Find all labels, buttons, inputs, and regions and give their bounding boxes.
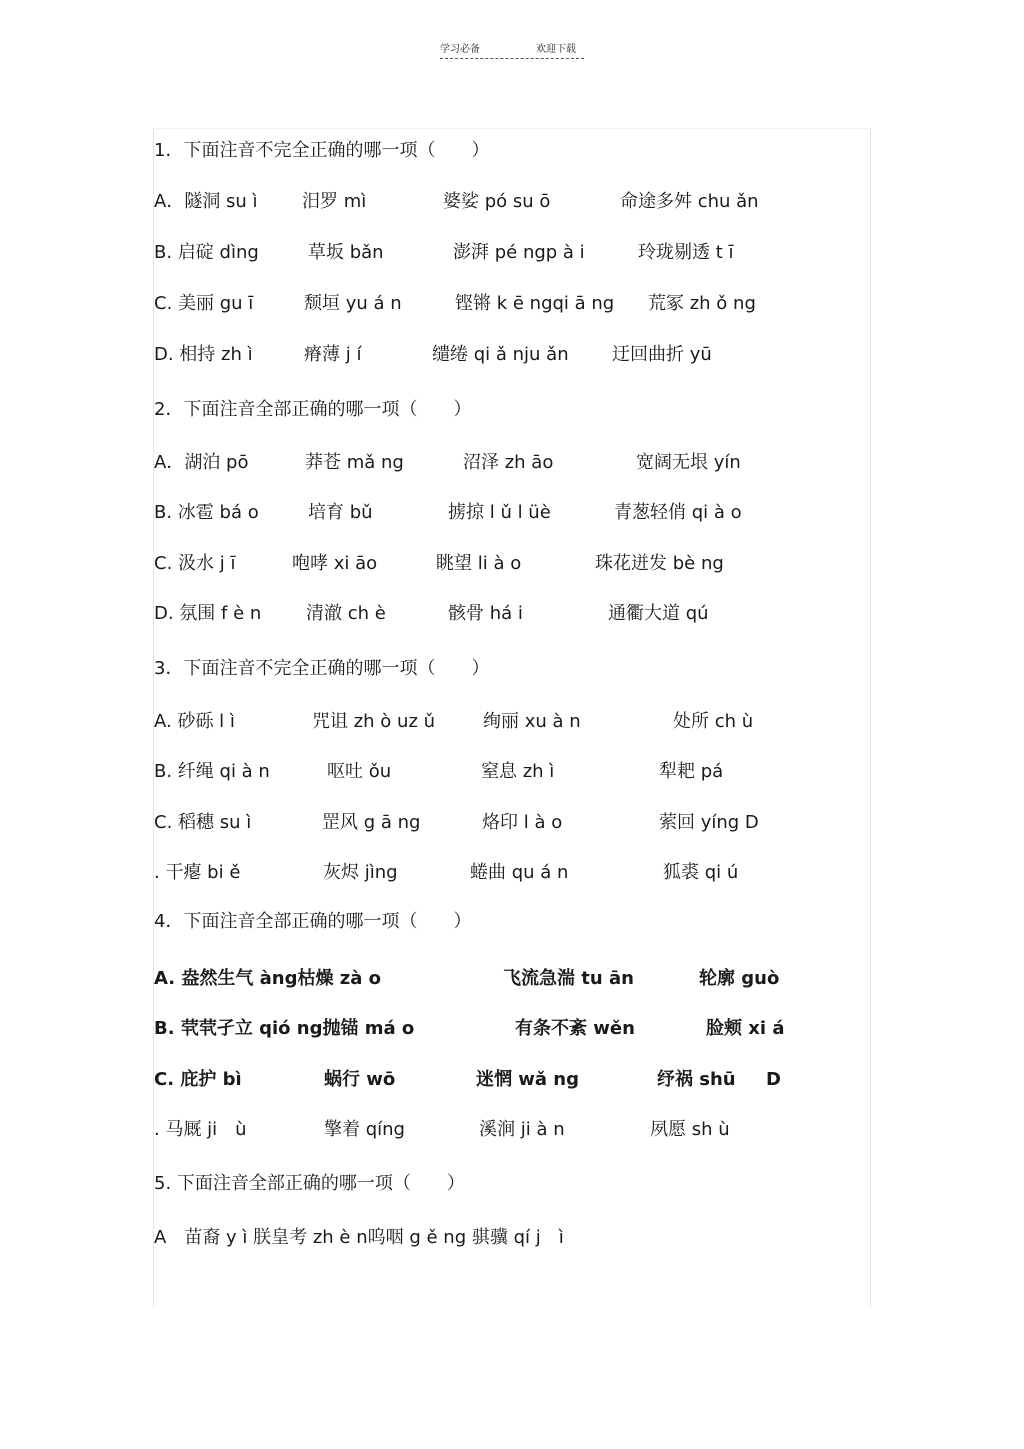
option-item-text: 萦回 yíng D xyxy=(659,812,759,833)
option-item-text: 缱绻 qi ǎ nju ǎn xyxy=(432,344,569,365)
option-item-text: 飞流急湍 tu ān xyxy=(503,968,634,989)
option-item-text: 轮廓 guò xyxy=(699,968,780,989)
line-lead-text: A. 盎然生气 àng枯燥 zà o xyxy=(154,968,382,989)
option-item-text: 草坂 bǎn xyxy=(308,242,384,263)
option-item-text: 处所 ch ù xyxy=(673,711,754,732)
option-item-text: 玲珑剔透 t ī xyxy=(638,242,734,263)
option-item-text: 窒息 zh ì xyxy=(481,761,555,782)
option-item-text: 铿锵 k ē ngqi ā ng xyxy=(455,293,615,314)
option-item-text: 青葱轻俏 qi à o xyxy=(614,502,742,523)
text-line xyxy=(154,500,868,526)
text-line xyxy=(154,1171,868,1197)
option-item-text: 培育 bǔ xyxy=(308,502,373,523)
option-item-text: 命途多舛 chu ǎn xyxy=(620,191,759,212)
option-item-text: 沼泽 zh āo xyxy=(463,452,554,473)
line-lead-text: B. 冰雹 bá o xyxy=(154,502,259,523)
header-left-text: 学习必备 xyxy=(440,44,480,55)
option-item-text: 蜗行 wō xyxy=(324,1069,396,1090)
option-item-text: 蜷曲 qu á n xyxy=(470,862,569,883)
line-lead-text: . 干瘪 bi ě xyxy=(154,862,241,883)
option-item-text: 莽苍 mǎ ng xyxy=(305,452,404,473)
header-divider xyxy=(440,58,584,59)
line-lead-text: A．隧洞 su ì xyxy=(154,191,258,212)
option-item-text: 犁耙 pá xyxy=(659,761,724,782)
text-line xyxy=(154,860,868,886)
text-line xyxy=(154,1117,868,1143)
option-item-text: 咆哮 xi āo xyxy=(292,553,378,574)
option-item-text: 掳掠 l ǔ l üè xyxy=(448,502,551,523)
text-line xyxy=(154,189,868,215)
option-item-text: 夙愿 sh ù xyxy=(650,1119,730,1140)
text-line xyxy=(154,759,868,785)
line-lead-text: D. 相持 zh ì xyxy=(154,344,253,365)
option-item-text: 咒诅 zh ò uz ǔ xyxy=(312,711,436,732)
text-line xyxy=(154,1225,868,1251)
option-item-text: 罡风 g ā ng xyxy=(322,812,421,833)
option-item-text: 宽阔无垠 yín xyxy=(636,452,741,473)
option-item-text: 灰烬 jìng xyxy=(323,862,398,883)
option-item-text: 纾祸 shū xyxy=(657,1069,736,1090)
text-line xyxy=(154,709,868,735)
option-item-text: 澎湃 pé ngp à i xyxy=(453,242,585,263)
line-lead-text: B. 茕茕孑立 qió ng抛锚 má o xyxy=(154,1018,415,1039)
line-lead-text: 5. 下面注音全部正确的哪一项（ ） xyxy=(154,1173,465,1194)
text-line xyxy=(154,138,868,164)
line-lead-text: 2．下面注音全部正确的哪一项（ ） xyxy=(154,399,472,420)
option-item-text: 擎着 qíng xyxy=(324,1119,405,1140)
line-lead-text: A. 砂砾 l ì xyxy=(154,711,235,732)
text-line xyxy=(154,1067,868,1093)
text-line xyxy=(154,966,868,992)
line-lead-text: 4．下面注音全部正确的哪一项（ ） xyxy=(154,911,472,932)
line-lead-text: B. 启碇 dìng xyxy=(154,242,259,263)
line-lead-text: . 马厩 ji ù xyxy=(154,1119,247,1140)
text-line xyxy=(154,291,868,317)
line-lead-text: A 苗裔 y ì 朕皇考 zh è n呜咽 g ě ng 骐骥 qí j ì xyxy=(154,1227,564,1248)
line-lead-text: C. 庇护 bì xyxy=(154,1069,242,1090)
option-item-text: 珠花迸发 bè ng xyxy=(595,553,724,574)
line-lead-text: C. 汲水 j ī xyxy=(154,553,236,574)
option-item-text: D xyxy=(766,1069,781,1090)
line-lead-text: 3．下面注音不完全正确的哪一项（ ） xyxy=(154,658,490,679)
text-line xyxy=(154,342,868,368)
option-item-text: 婆娑 pó su ō xyxy=(443,191,551,212)
line-lead-text: C. 稻穗 su ì xyxy=(154,812,252,833)
line-lead-text: D. 氛围 f è n xyxy=(154,603,262,624)
text-line xyxy=(154,656,868,682)
header-right-text: 欢迎下载 xyxy=(536,44,576,55)
option-item-text: 颓垣 yu á n xyxy=(304,293,402,314)
option-item-text: 脸颊 xi á xyxy=(706,1018,785,1039)
text-line xyxy=(154,810,868,836)
line-lead-text: C. 美丽 gu ī xyxy=(154,293,254,314)
option-item-text: 溪涧 ji à n xyxy=(479,1119,565,1140)
option-item-text: 清澈 ch è xyxy=(306,603,386,624)
text-line xyxy=(154,240,868,266)
line-lead-text: A．湖泊 pō xyxy=(154,452,249,473)
option-item-text: 有条不紊 wěn xyxy=(515,1018,635,1039)
option-item-text: 通衢大道 qú xyxy=(608,603,709,624)
text-line xyxy=(154,601,868,627)
text-line xyxy=(154,551,868,577)
line-lead-text: B. 纤绳 qi à n xyxy=(154,761,270,782)
option-item-text: 绚丽 xu à n xyxy=(483,711,581,732)
option-item-text: 迂回曲折 yū xyxy=(612,344,712,365)
option-item-text: 瘠薄 j í xyxy=(304,344,362,365)
text-line xyxy=(154,397,868,423)
option-item-text: 烙印 l à o xyxy=(482,812,563,833)
option-item-text: 迷惘 wǎ ng xyxy=(476,1069,580,1090)
option-item-text: 荒冢 zh ǒ ng xyxy=(648,293,756,314)
text-line xyxy=(154,909,868,935)
option-item-text: 汨罗 mì xyxy=(302,191,367,212)
option-item-text: 狐裘 qi ú xyxy=(663,862,739,883)
option-item-text: 骸骨 há i xyxy=(448,603,523,624)
option-item-text: 呕吐 ǒu xyxy=(327,761,392,782)
text-line xyxy=(154,1016,868,1042)
text-line xyxy=(154,450,868,476)
option-item-text: 眺望 li à o xyxy=(436,553,522,574)
page-header xyxy=(440,40,584,62)
line-lead-text: 1．下面注音不完全正确的哪一项（ ） xyxy=(154,140,490,161)
